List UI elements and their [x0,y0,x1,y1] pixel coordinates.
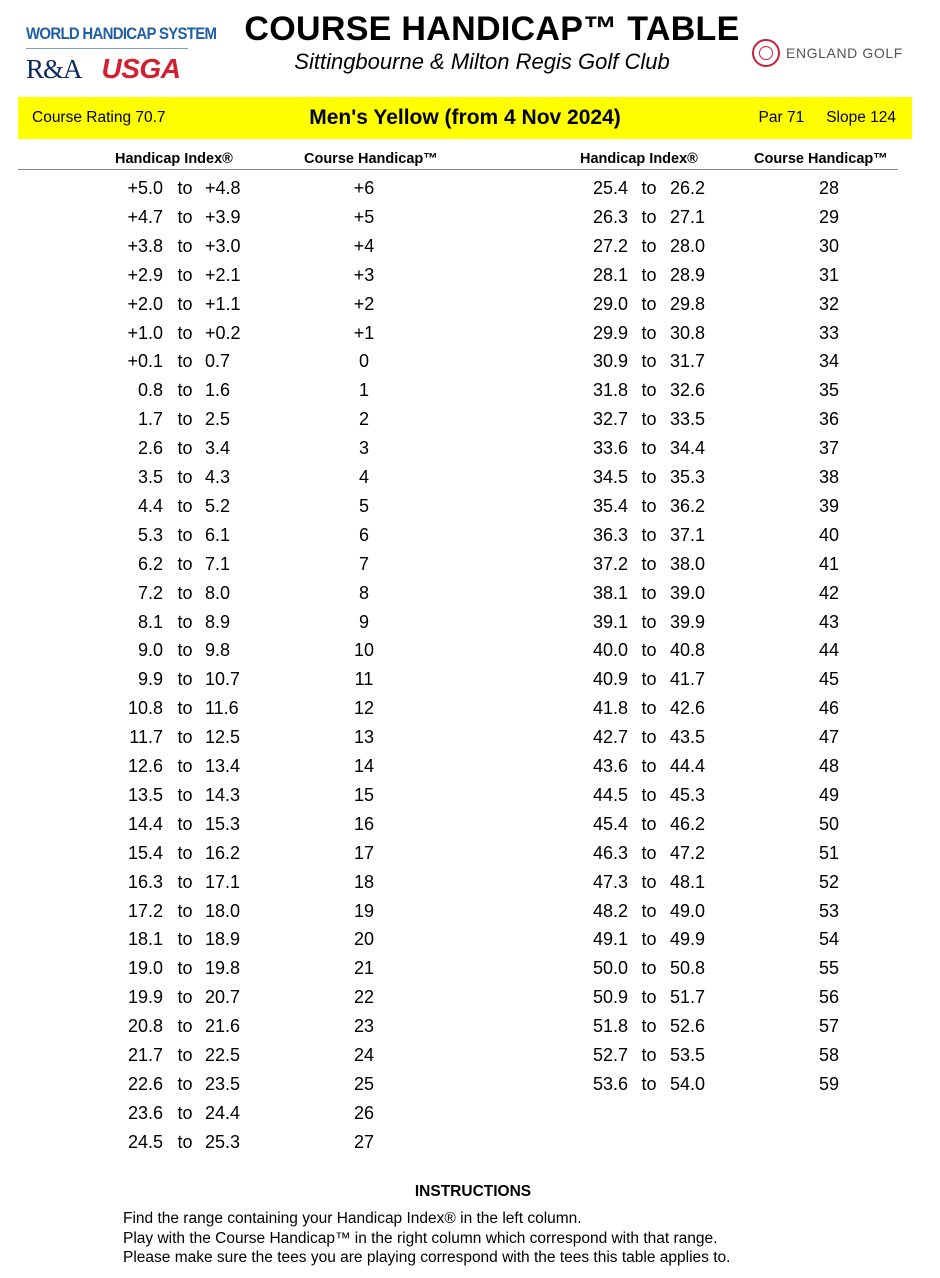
course-handicap-value: 15 [353,784,375,805]
range-separator: to [641,813,657,834]
range-separator: to [177,1131,193,1152]
handicap-index-to: 24.4 [205,1102,241,1123]
handicap-index-to: 28.9 [670,264,706,285]
handicap-index-from: 21.7 [127,1045,163,1065]
handicap-index-to: 0.7 [205,351,231,372]
handicap-index-from: 27.2 [592,235,628,256]
handicap-index-from: 35.4 [592,495,628,516]
handicap-index-to: 21.6 [205,1016,241,1037]
handicap-index-to: 39.9 [670,611,706,632]
course-handicap-value: 49 [818,784,840,805]
course-handicap-value: 9 [358,611,369,632]
handicap-index-to: 5.2 [205,495,231,516]
handicap-index-from: +1.0 [127,322,163,343]
handicap-index-from: 51.8 [592,1016,628,1037]
course-handicap-value: 0 [358,351,369,372]
course-handicap-value: 17 [353,842,375,863]
course-handicap-value: 34 [818,351,840,372]
range-separator: to [177,582,193,603]
course-handicap-value: 40 [818,524,840,545]
handicap-index-to: 18.9 [205,929,241,950]
range-separator: to [177,611,193,632]
handicap-index-from: 31.8 [592,380,628,401]
handicap-index-from: 8.1 [137,611,163,632]
range-separator: to [177,1073,193,1094]
handicap-index-to: 33.5 [670,409,706,430]
course-handicap-value: 56 [818,987,840,1008]
course-handicap-value: 21 [353,958,375,979]
course-handicap-value: 46 [818,698,840,719]
handicap-index-from: 38.1 [592,582,628,603]
header-divider [18,169,898,170]
handicap-index-from: 29.0 [592,293,628,314]
course-handicap-value: 11 [354,669,374,690]
instructions-title: INSTRUCTIONS [414,1183,532,1200]
handicap-index-to: 39.0 [670,582,706,603]
handicap-index-from: 25.4 [592,178,628,198]
handicap-index-to: 35.3 [670,467,706,487]
course-handicap-value: 48 [818,756,840,776]
handicap-index-from: 4.4 [137,495,163,516]
handicap-index-to: 30.8 [670,322,706,343]
course-handicap-value: 19 [353,900,375,921]
handicap-index-to: 15.3 [205,813,241,834]
handicap-index-to: 8.0 [205,582,231,603]
course-handicap-value: +3 [353,264,375,285]
handicap-index-to: +1.1 [205,293,241,314]
course-handicap-value: 4 [358,467,369,487]
range-separator: to [641,756,657,776]
handicap-index-from: 42.7 [592,727,628,748]
range-separator: to [177,900,193,921]
range-separator: to [641,380,657,401]
england-golf-rose-icon [752,39,780,67]
left-handicap-index-header: Handicap Index® [115,151,233,167]
handicap-index-to: 3.4 [205,438,231,459]
handicap-index-to: +3.9 [205,206,241,227]
handicap-index-to: 20.7 [205,987,241,1008]
range-separator: to [177,293,193,314]
range-separator: to [177,669,193,690]
handicap-index-from: 24.5 [127,1131,163,1152]
handicap-index-to: 37.1 [670,524,706,545]
handicap-index-to: 4.3 [205,467,231,487]
handicap-index-from: 17.2 [127,900,163,921]
handicap-index-to: 32.6 [670,380,706,401]
course-handicap-value: +4 [353,235,375,256]
range-separator: to [177,987,193,1008]
handicap-index-from: +5.0 [127,178,163,198]
range-separator: to [177,351,193,372]
handicap-index-to: 42.6 [670,698,706,719]
range-separator: to [641,351,657,372]
range-separator: to [641,293,657,314]
club-name: Sittingbourne & Milton Regis Golf Club [294,49,670,74]
range-separator: to [177,322,193,343]
ra-logo: R&A [26,53,82,84]
course-handicap-value: 16 [353,813,375,834]
course-handicap-value: 1 [358,380,369,401]
handicap-index-to: 26.2 [670,178,706,198]
handicap-index-to: 28.0 [670,235,706,256]
handicap-index-from: 32.7 [592,409,628,430]
range-separator: to [641,438,657,459]
course-handicap-value: 13 [353,727,375,748]
instruction-line: Please make sure the tees you are playing correspond with the tees this table applies to. [123,1249,731,1266]
handicap-index-to: 53.5 [670,1045,706,1065]
range-separator: to [641,842,657,863]
range-separator: to [641,871,657,892]
handicap-index-to: 14.3 [205,784,241,805]
handicap-index-to: 23.5 [205,1073,241,1094]
course-handicap-value: 50 [818,813,840,834]
handicap-index-to: 16.2 [205,842,241,863]
handicap-index-to: +2.1 [205,264,241,285]
handicap-index-from: +2.0 [127,293,163,314]
handicap-index-to: 18.0 [205,900,241,921]
handicap-index-to: 11.6 [205,698,239,719]
handicap-index-to: 49.0 [670,900,706,921]
range-separator: to [641,206,657,227]
handicap-index-to: 2.5 [205,409,231,430]
course-handicap-value: 38 [818,467,840,487]
range-separator: to [641,582,657,603]
course-handicap-value: 59 [818,1073,840,1094]
course-handicap-value: 10 [353,640,375,661]
range-separator: to [177,380,193,401]
handicap-index-to: 50.8 [670,958,706,979]
handicap-index-from: 40.9 [592,669,628,690]
range-separator: to [641,1016,657,1037]
course-handicap-value: +5 [353,206,375,227]
handicap-index-from: +3.8 [127,235,163,256]
course-handicap-value: +6 [353,178,375,198]
handicap-index-from: 50.9 [592,987,628,1008]
handicap-index-from: 23.6 [127,1102,163,1123]
range-separator: to [641,322,657,343]
course-handicap-value: 30 [818,235,840,256]
par-value: Par 71 [758,109,805,126]
handicap-index-from: 50.0 [592,958,628,979]
range-separator: to [177,727,193,748]
handicap-index-from: 48.2 [592,900,628,921]
handicap-index-to: 19.8 [205,958,241,979]
range-separator: to [641,669,657,690]
handicap-index-from: 20.8 [127,1016,163,1037]
range-separator: to [641,958,657,979]
course-handicap-value: 42 [818,582,840,603]
range-separator: to [177,640,193,661]
course-handicap-value: 44 [818,640,840,661]
course-handicap-value: 8 [358,582,369,603]
instruction-line: Play with the Course Handicap™ in the right column which correspond with that range. [123,1229,718,1247]
range-separator: to [177,1102,193,1123]
handicap-index-from: 46.3 [592,842,628,863]
range-separator: to [177,698,193,719]
tee-name: Men's Yellow (from 4 Nov 2024) [309,106,621,129]
course-handicap-value: 29 [818,206,840,227]
course-handicap-value: 41 [818,553,840,574]
par-slope [759,109,896,127]
handicap-index-from: 14.4 [127,813,163,834]
range-separator: to [177,1045,193,1065]
course-handicap-value: 31 [818,264,840,285]
handicap-index-from: 34.5 [592,467,628,487]
course-handicap-value: 58 [818,1045,840,1065]
handicap-index-to: +0.2 [205,322,241,343]
course-handicap-value: 53 [818,900,840,921]
handicap-index-to: 44.4 [670,756,706,776]
range-separator: to [177,842,193,863]
range-separator: to [177,438,193,459]
handicap-index-from: 1.7 [137,409,163,430]
course-handicap-value: 14 [353,756,375,776]
course-handicap-value: 32 [818,293,840,314]
range-separator: to [641,264,657,285]
handicap-index-to: 47.2 [670,842,706,863]
handicap-index-from: 44.5 [592,784,628,805]
handicap-index-to: 31.7 [670,351,706,372]
handicap-index-from: 45.4 [592,813,628,834]
course-handicap-value: 5 [358,495,369,516]
handicap-index-to: 10.7 [205,669,241,690]
range-separator: to [177,467,193,487]
handicap-index-from: 11.7 [129,727,163,748]
handicap-index-from: 41.8 [592,698,628,719]
handicap-index-to: 49.9 [670,929,706,950]
course-handicap-value: +2 [353,293,375,314]
handicap-index-from: 49.1 [592,929,628,950]
range-separator: to [177,784,193,805]
slope-value: Slope 124 [826,109,896,126]
course-handicap-value: 52 [818,871,840,892]
handicap-index-from: 6.2 [137,553,163,574]
handicap-index-to: 41.7 [670,669,706,690]
range-separator: to [641,611,657,632]
course-handicap-value: 33 [818,322,840,343]
course-handicap-value: 43 [818,611,840,632]
range-separator: to [641,1045,657,1065]
course-handicap-value: 3 [358,438,369,459]
left-course-handicap-header: Course Handicap™ [304,151,438,167]
range-separator: to [641,900,657,921]
handicap-index-from: 18.1 [127,929,163,950]
course-handicap-value: 6 [358,524,369,545]
handicap-index-from: 52.7 [592,1045,628,1065]
handicap-index-from: 10.8 [127,698,163,719]
range-separator: to [641,553,657,574]
handicap-index-from: 0.8 [137,380,163,401]
usga-logo: USGA [101,53,181,84]
range-separator: to [177,813,193,834]
page-title: COURSE HANDICAP™ TABLE [244,10,740,48]
handicap-index-from: 22.6 [127,1073,163,1094]
handicap-index-from: +4.7 [127,206,163,227]
handicap-index-to: 51.7 [670,987,706,1008]
range-separator: to [177,1016,193,1037]
handicap-index-from: 13.5 [127,784,163,805]
handicap-index-from: 39.1 [592,611,628,632]
handicap-index-to: +4.8 [205,178,241,198]
handicap-index-to: 34.4 [670,438,706,459]
handicap-index-from: 9.9 [137,669,163,690]
handicap-index-from: 9.0 [137,640,163,661]
handicap-index-from: 28.1 [592,264,628,285]
handicap-index-from: 37.2 [592,553,628,574]
handicap-index-to: 40.8 [670,640,706,661]
range-separator: to [177,264,193,285]
handicap-index-from: 43.6 [592,756,628,776]
range-separator: to [177,958,193,979]
range-separator: to [177,929,193,950]
handicap-index-from: 47.3 [592,871,628,892]
range-separator: to [177,524,193,545]
range-separator: to [641,495,657,516]
handicap-index-to: 52.6 [670,1016,706,1037]
course-handicap-value: 39 [818,495,840,516]
handicap-index-to: 48.1 [670,871,706,892]
range-separator: to [177,553,193,574]
course-handicap-value: 2 [358,409,369,430]
handicap-index-to: 8.9 [205,611,231,632]
right-course-handicap-header: Course Handicap™ [754,151,888,167]
range-separator: to [641,987,657,1008]
range-separator: to [641,727,657,748]
range-separator: to [177,871,193,892]
course-handicap-value: 23 [353,1016,375,1037]
handicap-index-to: 13.4 [205,756,241,776]
course-handicap-value: 35 [818,380,840,401]
range-separator: to [641,524,657,545]
course-handicap-value: 27 [353,1131,375,1152]
course-handicap-value: 22 [353,987,375,1008]
course-handicap-value: 26 [353,1102,375,1123]
handicap-index-from: 29.9 [592,322,628,343]
course-handicap-value: 28 [818,178,840,198]
handicap-index-to: 1.6 [205,380,231,401]
handicap-index-from: 5.3 [137,524,163,545]
course-handicap-value: 24 [353,1045,375,1065]
handicap-index-to: 6.1 [205,524,231,545]
course-handicap-value: 20 [353,929,375,950]
handicap-index-from: 19.9 [127,987,163,1008]
handicap-index-from: 19.0 [127,958,163,979]
range-separator: to [641,178,657,198]
handicap-index-to: 25.3 [205,1131,241,1152]
range-separator: to [177,178,193,198]
range-separator: to [177,409,193,430]
range-separator: to [641,698,657,719]
course-handicap-value: 55 [818,958,840,979]
handicap-index-to: 22.5 [205,1045,241,1065]
handicap-index-from: 12.6 [127,756,163,776]
england-golf-logo [752,39,903,67]
handicap-index-from: 40.0 [592,640,628,661]
handicap-index-from: 30.9 [592,351,628,372]
instruction-line: Find the range containing your Handicap Index® in the left column. [123,1210,582,1227]
handicap-index-from: 16.3 [127,871,163,892]
range-separator: to [177,756,193,776]
handicap-index-to: 29.8 [670,293,706,314]
course-handicap-value: 12 [353,698,375,719]
whs-logo-text: WORLD HANDICAP SYSTEM [26,24,217,43]
handicap-index-from: 3.5 [137,467,163,487]
handicap-index-from: 26.3 [592,206,628,227]
handicap-index-to: 46.2 [670,813,706,834]
handicap-index-to: 45.3 [670,784,706,805]
range-separator: to [641,640,657,661]
handicap-index-from: 53.6 [592,1073,628,1094]
handicap-index-to: 17.1 [205,871,241,892]
range-separator: to [641,235,657,256]
course-handicap-value: 36 [818,409,840,430]
right-handicap-index-header: Handicap Index® [580,151,698,167]
course-handicap-value: 7 [358,553,369,574]
course-handicap-value: 25 [353,1073,375,1094]
handicap-index-to: 9.8 [205,640,231,661]
tee-banner [18,97,912,139]
handicap-index-from: 15.4 [127,842,163,863]
course-rating: Course Rating 70.7 [32,109,166,126]
course-handicap-value: 18 [353,871,375,892]
course-handicap-value: +1 [353,322,375,343]
course-handicap-value: 47 [818,727,840,748]
handicap-index-to: 7.1 [205,553,231,574]
instructions [0,1183,940,1268]
handicap-index-from: 33.6 [592,438,628,459]
course-handicap-value: 54 [818,929,840,950]
handicap-index-to: +3.0 [205,235,241,256]
handicap-index-from: +0.1 [127,351,163,372]
handicap-index-from: 7.2 [137,582,163,603]
course-handicap-value: 45 [818,669,840,690]
england-golf-logo-text: ENGLAND GOLF [786,45,903,61]
handicap-index-from: 2.6 [137,438,163,459]
handicap-index-to: 12.5 [205,727,241,748]
handicap-index-from: 36.3 [592,524,628,545]
handicap-index-to: 38.0 [670,553,706,574]
range-separator: to [177,235,193,256]
course-handicap-value: 57 [818,1016,840,1037]
range-separator: to [641,929,657,950]
range-separator: to [641,1073,657,1094]
handicap-index-to: 27.1 [670,206,706,227]
course-handicap-value: 51 [818,842,840,863]
handicap-index-to: 36.2 [670,495,706,516]
handicap-index-from: +2.9 [127,264,163,285]
range-separator: to [177,206,193,227]
range-separator: to [641,467,657,487]
handicap-index-to: 54.0 [670,1073,706,1094]
range-separator: to [641,784,657,805]
range-separator: to [177,495,193,516]
course-handicap-value: 37 [818,438,840,459]
range-separator: to [641,409,657,430]
handicap-index-to: 43.5 [670,727,706,748]
